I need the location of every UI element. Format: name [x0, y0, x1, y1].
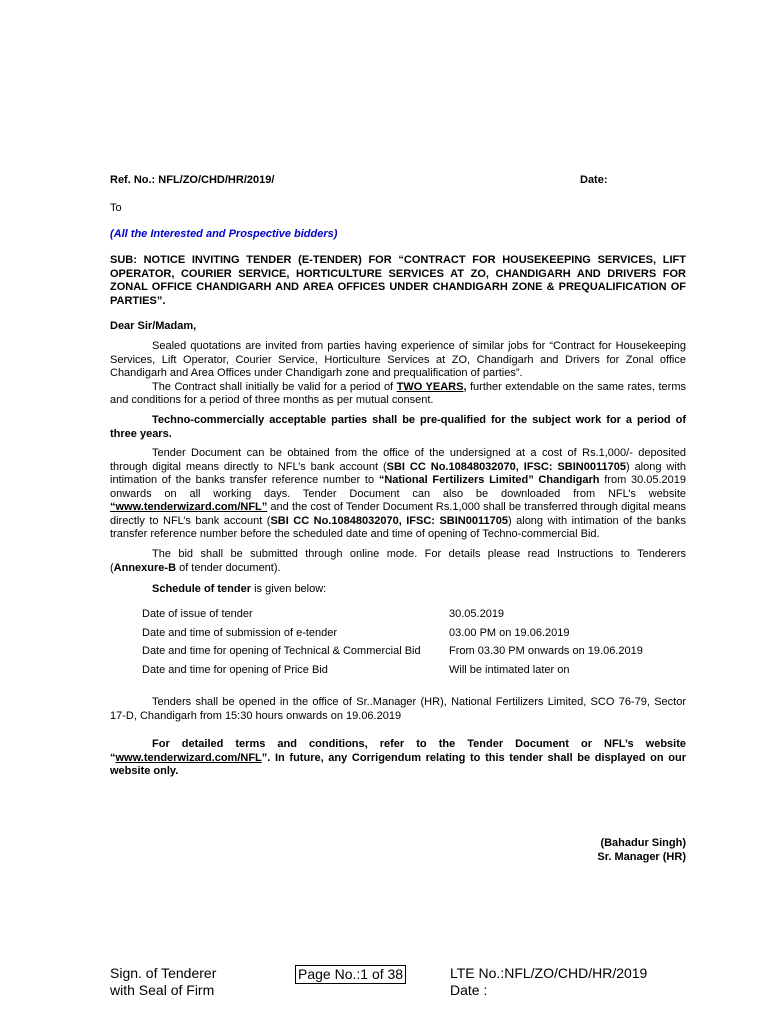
footer-left-line2: with Seal of Firm — [110, 982, 215, 998]
reference-number: Ref. No.: NFL/ZO/CHD/HR/2019/ — [110, 174, 275, 186]
p4-text-2: of tender document). — [176, 561, 281, 574]
p4-text-1: The bid shall be submitted through online mode. For details please read Instructions to Tenderers ( — [110, 548, 686, 574]
invitation-text: Sealed quotations are invited from parties having experience of similar jobs for “Contract for Housekeeping Services, Lift Operator, Courier Service, Horticulture Services at ZO, Chandigarh and Drivers for Zonal office Chandigarh and Area Offices under Chandigarh zone and prequalification of parties”. — [110, 340, 686, 379]
company-name: “National Fertilizers Limited” Chandigarh — [378, 474, 600, 486]
to-line: To — [110, 202, 122, 214]
schedule-title-rest: is given below: — [251, 583, 327, 595]
footer-right-line1: LTE No.:NFL/ZO/CHD/HR/2019 — [450, 965, 648, 981]
schedule-value: 30.05.2019 — [449, 608, 505, 620]
p3-text-1: Tender Document can be obtained from the office of the undersigned at a cost of Rs.1,000/- deposited through digital means directly to NFL’s bank account ( — [110, 447, 686, 473]
footer-lte-number — [450, 965, 647, 999]
signature-block — [500, 837, 686, 864]
p3-text-2: ) along with intimation of the banks transfer reference number to — [110, 460, 686, 486]
paragraph-opening: Tenders shall be opened in the office of Sr..Manager (HR), National Fertilizers Limited, SCO 76-79, Sector 17-D, Chandigarh from 15:30 hours onwards on 19.06.2019 — [110, 696, 686, 722]
schedule-label: Date of issue of tender — [142, 608, 253, 620]
p3-text-3: from 30.05.2019 onwards on all working days. Tender Document can also be downloaded from NFL’s website — [110, 474, 687, 500]
schedule-label: Date and time for opening of Price Bid — [142, 663, 328, 676]
schedule-title — [152, 583, 326, 597]
schedule-value: 03.00 PM on 19.06.2019 — [449, 626, 570, 639]
signatory-name: (Bahadur Singh) — [600, 837, 686, 849]
table-row — [142, 627, 682, 646]
paragraph-invitation — [110, 340, 686, 408]
bank-account-1: SBI CC No.10848032070, IFSC: SBIN0011705 — [386, 460, 626, 473]
footer-left-line1: Sign. of Tenderer — [110, 965, 217, 981]
schedule-value: From 03.30 PM onwards on 19.06.2019 — [449, 645, 643, 657]
p3-text-4: and the cost of Tender Document Rs.1,000 shall be transferred through digital means directly to NFL’s bank account ( — [110, 501, 686, 527]
footer-tenderer-sign — [110, 965, 216, 999]
p6-text-2: ”. In future, any Corrigendum relating to this tender shall be displayed on our website only. — [110, 751, 686, 777]
addressee: (All the Interested and Prospective bidders) — [110, 228, 338, 240]
paragraph-prequalification: Techno-commercially acceptable parties shall be pre-qualified for the subject work for a period of three years. — [110, 414, 686, 440]
schedule-value: Will be intimated later on — [449, 663, 570, 676]
schedule-label: Date and time for opening of Technical & Commercial Bid — [142, 645, 421, 657]
validity-period: TWO YEARS, — [396, 380, 467, 393]
annexure-ref: Annexure-B — [113, 561, 177, 574]
schedule-table — [142, 608, 682, 682]
schedule-title-bold: Schedule of tender — [152, 583, 252, 595]
footer-right-line2: Date : — [450, 982, 488, 998]
table-row — [142, 608, 682, 627]
signatory-designation: Sr. Manager (HR) — [597, 850, 686, 863]
bank-account-2: SBI CC No.10848032070, IFSC: SBIN0011705 — [270, 514, 508, 527]
paragraph-tender-document — [110, 447, 686, 542]
table-row — [142, 664, 682, 683]
p6-text-1: For detailed terms and conditions, refer to the Tender Document or NFL’s website “ — [110, 738, 686, 764]
page-number: Page No.:1 of 38 — [295, 965, 406, 984]
paragraph-terms — [110, 738, 686, 779]
schedule-label: Date and time of submission of e-tender — [142, 626, 338, 639]
table-row — [142, 645, 682, 664]
validity-post: further extendable on the same rates, terms and conditions for a period of three months as per mutual consent. — [110, 380, 686, 406]
validity-text — [110, 381, 686, 408]
date-label: Date: — [580, 174, 608, 186]
website-link-2[interactable]: www.tenderwizard.com/NFL — [115, 751, 262, 764]
validity-pre: The Contract shall initially be valid for a period of — [152, 380, 397, 393]
subject: SUB: NOTICE INVITING TENDER (E-TENDER) FOR “CONTRACT FOR HOUSEKEEPING SERVICES, LIFT OPERATOR, COURIER SERVICE, HORTICULTURE SERVICES AT ZO, CHANDIGARH AND DRIVERS FOR ZONAL OFFICE CHANDIGARH AND AREA OFFICES UNDER CHANDIGARH ZONE & PREQUALIFICATION OF PARTIES”. — [110, 254, 686, 307]
paragraph-submission — [110, 548, 686, 575]
p3-text-5: ) along with intimation of the banks transfer reference number before the scheduled date and time of opening of Techno-commercial Bid. — [110, 514, 686, 540]
website-link[interactable]: “www.tenderwizard.com/NFL” — [110, 501, 268, 513]
salutation: Dear Sir/Madam, — [110, 320, 197, 332]
